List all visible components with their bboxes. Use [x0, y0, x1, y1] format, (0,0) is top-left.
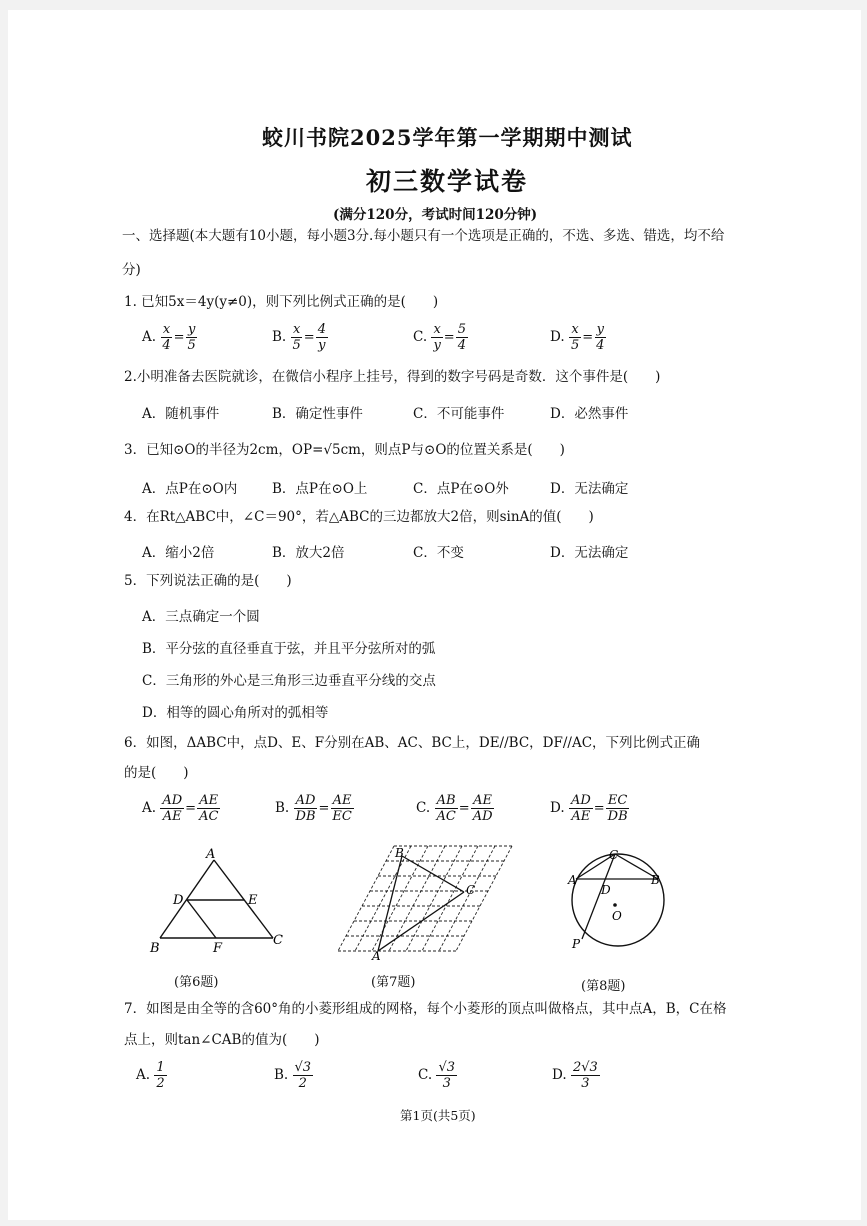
- center-dot: [613, 903, 617, 907]
- fraction: $\frac{y}{5}$: [187, 322, 196, 353]
- option-letter: A.: [142, 329, 157, 345]
- label-c: C: [273, 933, 283, 948]
- question-6-option-b: B. $\frac{AD}{DB}$ = $\frac{AE}{EC}$: [275, 793, 352, 824]
- fraction: $\frac{AE}{EC}$: [332, 793, 352, 824]
- option-letter: C.: [418, 1067, 433, 1083]
- label-a: A: [372, 949, 381, 963]
- label-a: A: [568, 873, 577, 887]
- label-d: D: [173, 893, 184, 908]
- question-3-option-a: A．点P在⊙O内: [142, 481, 238, 497]
- option-letter: D.: [550, 800, 565, 816]
- question-6-stem-line2: 的是( ): [124, 765, 189, 781]
- question-2-option-b: B．确定性事件: [272, 406, 363, 422]
- question-7-option-a: [136, 1060, 167, 1091]
- question-3-option-d: D．无法确定: [550, 481, 629, 497]
- label-c: C: [609, 848, 619, 862]
- page-footer: 第1页(共5页): [400, 1108, 476, 1123]
- option-letter: B.: [275, 800, 290, 816]
- section-heading-line2: 分): [122, 262, 141, 278]
- label-b: B: [395, 846, 404, 860]
- circle-o: [572, 854, 664, 946]
- question-7-option-d: [552, 1060, 600, 1091]
- fraction: $\frac{AB}{AC}$: [436, 793, 456, 824]
- exam-meta: (满分120分，考试时间120分钟): [333, 207, 538, 223]
- question-4-option-d: D．无法确定: [550, 545, 629, 561]
- segment-ac: [214, 860, 273, 938]
- question-7-stem-line2: 点上，则tan∠CAB的值为( ): [124, 1032, 320, 1048]
- figure-8-caption: (第8题): [581, 979, 626, 994]
- question-2-option-a: A．随机事件: [142, 406, 220, 422]
- label-b: B: [651, 873, 660, 887]
- question-5-stem: 5．下列说法正确的是( ): [124, 573, 292, 589]
- question-5-option-d: D．相等的圆心角所对的弧相等: [142, 705, 329, 721]
- question-7-option-c: [418, 1060, 457, 1091]
- fraction: $\frac{AD}{AE}$: [570, 793, 591, 824]
- figure-7-rhombus-grid: [332, 838, 522, 963]
- figure-6-triangle: [140, 842, 300, 960]
- question-5-option-b: B．平分弦的直径垂直于弦，并且平分弦所对的弧: [142, 641, 436, 657]
- fraction: $\frac{AE}{AD}$: [472, 793, 493, 824]
- question-2-stem: 2.小明准备去医院就诊，在微信小程序上挂号，得到的数字号码是奇数．这个事件是( ): [124, 369, 661, 385]
- option-letter: B.: [272, 329, 287, 345]
- segment-ab: [160, 860, 214, 938]
- option-letter: B.: [274, 1067, 289, 1083]
- question-6-option-c: C. $\frac{AB}{AC}$ = $\frac{AE}{AD}$: [416, 793, 493, 824]
- question-1-option-b: B. $\frac{x}{5}$ = $\frac{4}{y}$: [272, 322, 326, 353]
- label-c: C: [466, 883, 476, 897]
- fraction: $\frac{AD}{AE}$: [162, 793, 183, 824]
- dashed-grid: [338, 846, 512, 951]
- question-2-option-c: C．不可能事件: [413, 406, 505, 422]
- question-2-option-d: D．必然事件: [550, 406, 629, 422]
- label-f: F: [213, 941, 223, 956]
- question-7-option-b: [274, 1060, 313, 1091]
- question-6-option-a: A. $\frac{AD}{AE}$ = $\frac{AE}{AC}$: [142, 793, 219, 824]
- label-b: B: [150, 941, 160, 956]
- fraction: $\frac{5}{4}$: [457, 322, 466, 353]
- figure-7-caption: (第7题): [371, 975, 416, 990]
- question-3-option-b: B．点P在⊙O上: [272, 481, 368, 497]
- question-4-option-c: C．不变: [413, 545, 464, 561]
- question-4-option-a: A．缩小2倍: [142, 545, 215, 561]
- question-6-stem-line1: 6．如图，ΔABC中，点D、E、F分别在AB、AC、BC上，DE//BC，DF//AC，下列比例式正确: [124, 735, 701, 751]
- exam-subtitle: 初三数学试卷: [366, 167, 529, 196]
- label-o: O: [612, 909, 622, 923]
- fraction: $\frac{AE}{AC}$: [199, 793, 219, 824]
- fraction: $\frac{√3}{2}$: [294, 1060, 312, 1091]
- question-3-option-c: C．点P在⊙O外: [413, 481, 509, 497]
- question-4-stem: 4．在Rt△ABC中，∠C＝90°，若△ABC的三边都放大2倍，则sinA的值( ): [124, 509, 594, 525]
- fraction: $\frac{x}{5}$: [570, 322, 580, 353]
- option-letter: D.: [552, 1067, 567, 1083]
- fraction: $\frac{4}{y}$: [317, 322, 326, 353]
- option-letter: C.: [416, 800, 431, 816]
- exam-title: 蛟川书院2025学年第一学期期中测试: [262, 125, 633, 150]
- fraction: $\frac{x}{4}$: [162, 322, 171, 353]
- question-1-option-c: C. $\frac{x}{y}$ = $\frac{5}{4}$: [413, 322, 466, 353]
- option-letter: A.: [136, 1067, 151, 1083]
- fraction: $\frac{y}{4}$: [596, 322, 605, 353]
- section-heading-line1: 一、选择题(本大题有10小题，每小题3分.每小题只有一个选项是正确的，不选、多选、错选，均不给: [122, 228, 725, 244]
- label-p: P: [572, 937, 581, 951]
- label-d: D: [601, 883, 611, 897]
- option-letter: A.: [142, 800, 157, 816]
- question-3-stem: 3．已知⊙O的半径为2cm，OP=√5cm，则点P与⊙O的位置关系是( ): [124, 442, 565, 458]
- fraction: $\frac{2√3}{3}$: [572, 1060, 598, 1091]
- segment-df: [187, 900, 216, 938]
- figure-6-caption: (第6题): [174, 975, 219, 990]
- option-letter: D.: [550, 329, 565, 345]
- fraction: $\frac{AD}{DB}$: [295, 793, 316, 824]
- fraction: $\frac{x}{5}$: [292, 322, 301, 353]
- figure-8-circle: [560, 842, 680, 960]
- question-5-option-a: A．三点确定一个圆: [142, 609, 260, 625]
- fraction: $\frac{EC}{DB}$: [607, 793, 628, 824]
- fraction: $\frac{√3}{3}$: [438, 1060, 455, 1091]
- fraction: $\frac{x}{y}$: [433, 322, 441, 353]
- option-letter: C.: [413, 329, 428, 345]
- question-4-option-b: B．放大2倍: [272, 545, 345, 561]
- question-7-stem-line1: 7．如图是由全等的含60°角的小菱形组成的网格，每个小菱形的顶点叫做格点，其中点A，B，C在格: [124, 1001, 727, 1017]
- label-e: E: [248, 893, 258, 908]
- question-6-option-d: D. $\frac{AD}{AE}$ = $\frac{EC}{DB}$: [550, 793, 628, 824]
- question-1-option-a: A. $\frac{x}{4}$ = $\frac{y}{5}$: [142, 322, 196, 353]
- question-1-option-d: D. $\frac{x}{5}$ = $\frac{y}{4}$: [550, 322, 605, 353]
- question-5-option-c: C．三角形的外心是三角形三边垂直平分线的交点: [142, 673, 436, 689]
- fraction: $\frac{1}{2}$: [156, 1060, 165, 1091]
- question-1-stem: 1. 已知5x＝4y(y≠0)，则下列比例式正确的是( ): [124, 294, 439, 310]
- label-a: A: [206, 847, 216, 862]
